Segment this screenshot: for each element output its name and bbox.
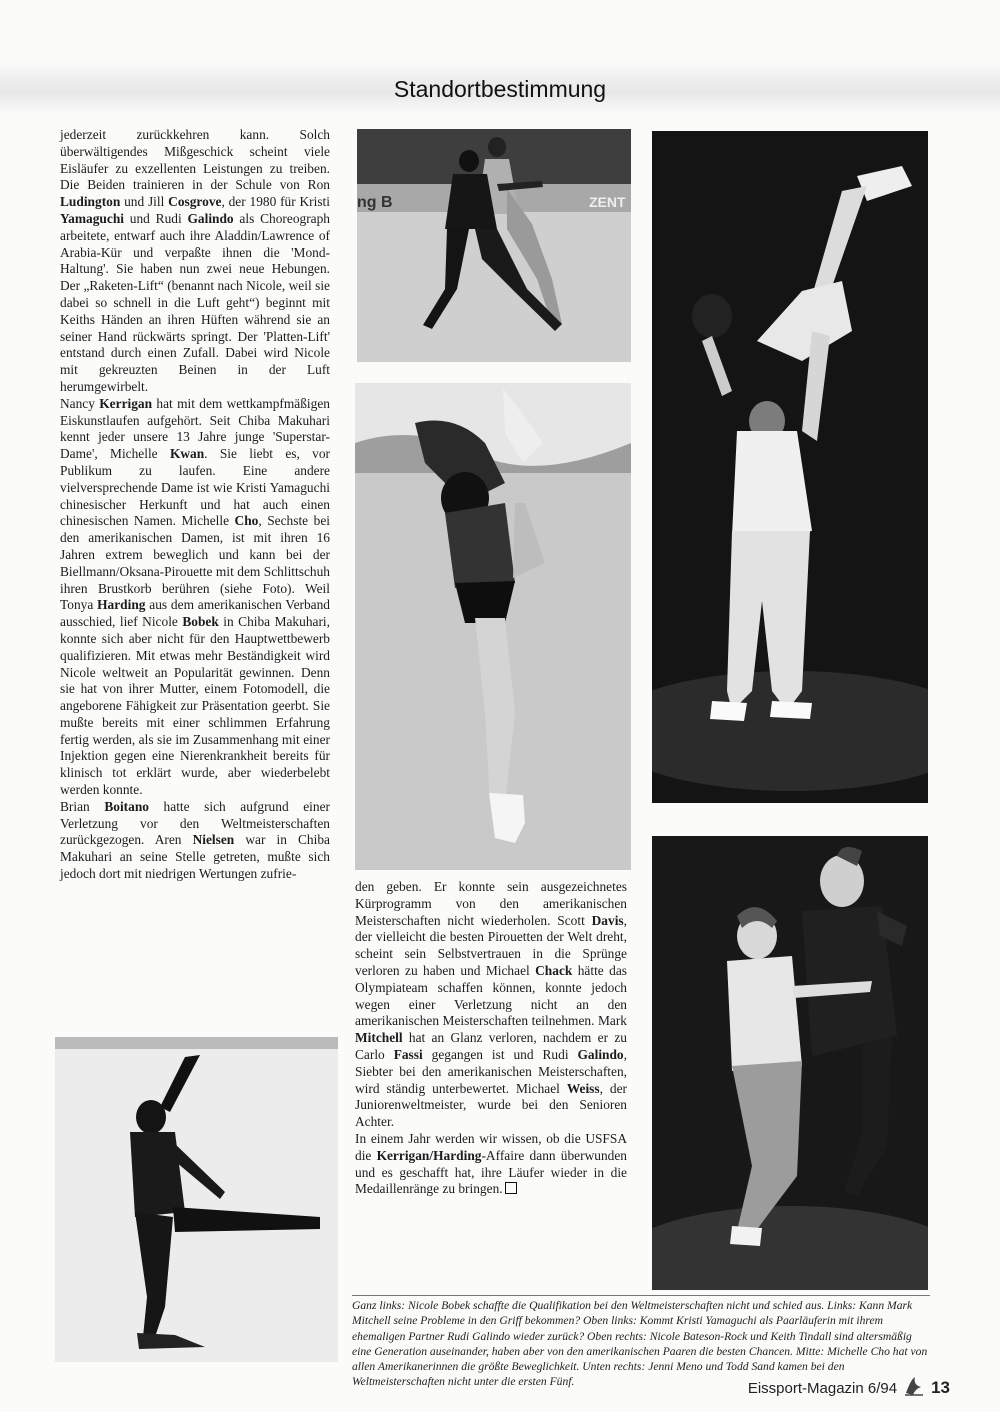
text-run: als Choreograph arbeitete, entwarf auch ihre Aladdin/Lawrence of Arabia-Kür und verpaßte ihnen die 'Mond-Haltung'. Sie haben nun zwei neue Hebungen. Der „Raketen-Lift“ (benannt nach Nicole, weil sie dabei so schnell in die Luft geht“) beginnt mit Keiths Händen an ihren Hüften während sie an seiner Hand rückwärts springt. Der 'Platten-Lift' entstand durch einen Zufall. Dabei wird Nicole mit gekreuzten Beinen in der Luft herumgewirbelt.	[60, 210, 331, 394]
name-highlight: Ludington	[60, 194, 121, 210]
text-run: und Rudi	[123, 210, 188, 226]
text-run: , der Juniorenweltmeister, wurde bei den Senioren Achter.	[355, 1080, 628, 1130]
name-highlight: Mitchell	[355, 1030, 403, 1046]
text-run: in Chiba Makuhari, konnte sich aber nicht für den Hauptwettbewerb qualifizieren. Mit etwas mehr Beständigkeit wird Nicole weltweit an Popularität gewinnen. Denn sie hat von ihrer Mutter, einem Fotomodell, die angeborene Fähigkeit zur Präsentation geerbt. Sie mußte bereits mit einer schlimmen Erfahrung fertig werden, als sie im Zusammenhang mit einer Injektion gegen eine Nierenkrankheit bereits für klinisch tot erklärt wurde, aber wiederbelebt werden konnte.	[60, 614, 330, 798]
section-title: Standortbestimmung	[393, 76, 607, 102]
text-run: , der vielleicht die besten Pirouetten der Welt dreht, scheint sein Selbstvertrauen in die Sprünge verloren zu haben und Michael	[355, 912, 627, 978]
magazine-issue: Eissport-Magazin 6/94	[747, 1379, 898, 1397]
text-run: hätte das Olympiateam schaffen können, konnte jedoch wegen einer Verletzung nicht an den amerikanischen Meisterschaften teilnehmen. Mark	[355, 962, 627, 1029]
name-highlight: Kerrigan/Harding	[376, 1147, 482, 1163]
name-highlight: Chack	[535, 962, 573, 978]
arena-sign-left: ng B	[357, 194, 393, 211]
article-paragraph	[60, 396, 330, 799]
text-run: und Jill	[120, 194, 169, 210]
photo-bateson-rock-tindall	[652, 131, 928, 803]
text-run: . Sie liebt es, vor Publikum zu laufen. Eine andere vielversprechende Dame ist wie Kristi Yamaguchi chinesischer Herkunft und hat auch einen chinesischen Namen. Michelle	[60, 446, 330, 529]
page-footer	[748, 1375, 950, 1401]
name-highlight: Kerrigan	[99, 395, 153, 411]
article-column-left	[60, 127, 330, 883]
photo-michelle-cho	[355, 383, 631, 870]
name-highlight: Davis	[591, 912, 624, 928]
page-number: 13	[931, 1378, 950, 1397]
name-highlight: Nielsen	[192, 832, 235, 848]
text-run: hat mit dem wettkampfmäßigen Eiskunstlaufen aufgehört. Seit Chiba Makuhari kennt jeder unsere 13 Jahre junge 'Superstar-Dame', Michelle	[60, 395, 330, 462]
name-highlight: Harding	[97, 597, 146, 613]
name-highlight: Weiss	[566, 1080, 600, 1096]
article-paragraph	[355, 1131, 627, 1198]
photo-caption: Ganz links: Nicole Bobek schaffte die Qualifikation bei den Weltmeisterschaften nicht und schied aus. Links: Kann Mark Mitchell seine Probleme in den Griff bekommen? Oben links: Kommt Kristi Yamaguchi als Paarläuferin mit ihrem ehemaligen Partner Rudi Galindo wieder zurück? Oben rechts: Nicole Bateson-Rock und Keith Tindall sind altersmäßig eine Generation auseinander, haben aber von den amerikanischen Paaren die besten Chancen. Mitte: Michelle Cho hat von allen Amerikanerinnen die größte Beweglichkeit. Unten rechts: Jenni Meno und Todd Sand kamen bei den Weltmeisterschaften nicht unter die ersten Fünf.	[352, 1295, 930, 1390]
text-run: , der 1980 für Kristi	[221, 194, 330, 210]
text-run: , Siebter bei den amerikanischen Meisterschaften, wird ständig unterbewertet. Michael	[355, 1046, 627, 1096]
photo-pair-yamaguchi-galindo	[357, 129, 631, 362]
text-run: Nancy	[60, 395, 100, 411]
photo-mark-mitchell	[55, 1037, 338, 1362]
article-paragraph	[60, 799, 330, 883]
name-highlight: Bobek	[182, 614, 219, 630]
name-highlight: Galindo	[577, 1046, 624, 1062]
name-highlight: Cho	[234, 513, 259, 529]
name-highlight: Galindo	[187, 210, 234, 226]
text-run: Brian	[60, 798, 105, 814]
article-paragraph	[60, 127, 330, 396]
magazine-logo-icon	[903, 1375, 925, 1401]
text-run: -Affaire dann überwunden und es geschafft hat, ihre Läufer wieder in die Medaillenränge zu bringen.	[355, 1147, 627, 1197]
name-highlight: Kwan	[169, 446, 205, 462]
text-run: gegangen ist und Rudi	[422, 1046, 578, 1062]
arena-sign-right: ZENT	[589, 194, 626, 210]
text-run: den geben. Er konnte sein ausgezeichnetes Kürprogramm von den amerikanischen Meisterschaften nicht wiederholen. Scott	[355, 879, 627, 928]
text-run: jederzeit zurückkehren kann. Solch überwältigendes Mißgeschick scheint viele Eisläufer zu exzellenten Leistungen zu treiben. Die Beiden trainieren in der Schule von Ron	[60, 127, 330, 193]
text-run: war in Chiba Makuhari an seine Stelle getreten, mußte sich jedoch dort mit niedrigen Wertungen zufrie-	[60, 832, 330, 882]
text-run: , Sechste bei den amerikanischen Damen, ist mit ihren 16 Jahren extrem beweglich und kann bei der Biellmann/Oksana-Pirouette mit dem Schlittschuh ihren Brustkorb berühren (siehe Foto). Weil Tonya	[60, 513, 330, 613]
article-column-right	[355, 879, 627, 1198]
article-paragraph	[355, 879, 627, 1131]
name-highlight: Boitano	[104, 798, 149, 814]
text-run: hat an Glanz verloren, nachdem er zu Carlo	[355, 1030, 627, 1062]
end-of-article-icon	[505, 1182, 517, 1194]
text-run: hatte sich aufgrund einer Verletzung vor den Weltmeisterschaften zurückgezogen. Aren	[60, 798, 330, 848]
text-run: In einem Jahr werden wir wissen, ob die USFSA die	[355, 1130, 627, 1163]
text-run: aus dem amerikanischen Verband ausschied, lief Nicole	[60, 597, 331, 630]
photo-meno-sand	[652, 836, 928, 1290]
name-highlight: Yamaguchi	[60, 210, 124, 226]
name-highlight: Cosgrove	[168, 194, 222, 210]
name-highlight: Fassi	[393, 1046, 423, 1062]
